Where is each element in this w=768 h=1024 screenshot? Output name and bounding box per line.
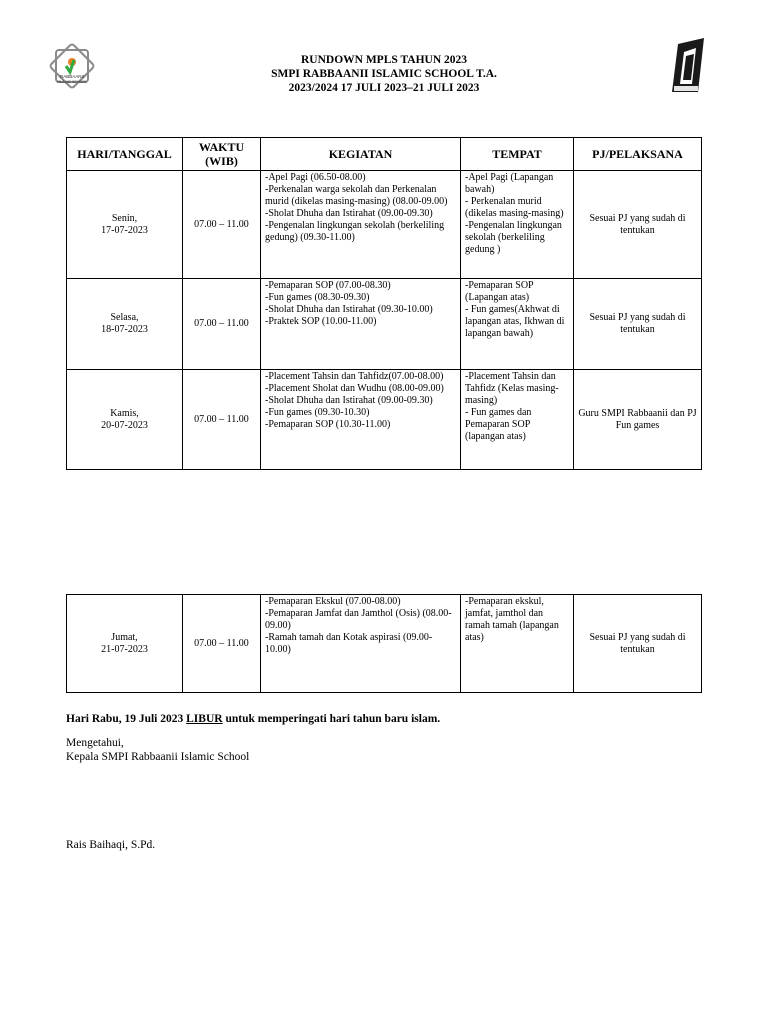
cell-tempat: -Pemaparan ekskul, jamfat, jamthol dan ramah tamah (lapangan atas)	[461, 595, 574, 693]
holiday-note: Hari Rabu, 19 Juli 2023 LIBUR untuk memperingati hari tahun baru islam.	[66, 713, 441, 725]
cell-waktu: 07.00 – 11.00	[183, 370, 261, 470]
school-logo-right	[668, 38, 712, 96]
title-line-3: 2023/2024 17 JULI 2023–21 JULI 2023	[288, 82, 480, 94]
school-logo-left	[44, 38, 100, 94]
cell-kegiatan: -Pemaparan SOP (07.00-08.30) -Fun games (08.30-09.30) -Sholat Dhuha dan Istirahat (09.30-10.00) -Praktek SOP (10.00-11.00)	[261, 279, 461, 370]
table-row	[67, 171, 702, 279]
acknowledgement	[66, 736, 249, 764]
table-header-row	[67, 138, 702, 171]
svg-text:ISLAMIC SCHOOL: ISLAMIC SCHOOL	[57, 80, 87, 84]
col-header-pj: PJ/PELAKSANA	[574, 138, 702, 171]
col-header-tempat: TEMPAT	[461, 138, 574, 171]
cell-waktu: 07.00 – 11.00	[183, 171, 261, 279]
cell-tempat: -Apel Pagi (Lapangan bawah) - Perkenalan murid (dikelas masing-masing) -Pengenalan lingkungan sekolah (berkeliling gedung )	[461, 171, 574, 279]
cell-kegiatan: -Apel Pagi (06.50-08.00) -Perkenalan warga sekolah dan Perkenalan murid (dikelas masing-masing) (08.00-09.00) -Sholat Dhuha dan Istirahat (09.00-09.30) -Pengenalan lingkungan sekolah (berkeliling gedung) (09.30-11.00)	[261, 171, 461, 279]
cell-pj: Sesuai PJ yang sudah di tentukan	[574, 279, 702, 370]
cell-waktu: 07.00 – 11.00	[183, 595, 261, 693]
cell-hari: Senin, 17-07-2023	[67, 171, 183, 279]
table-row	[67, 279, 702, 370]
libur-word: LIBUR	[186, 713, 223, 725]
ack-line-2: Kepala SMPI Rabbaanii Islamic School	[66, 751, 250, 763]
document-header	[0, 38, 768, 108]
cell-waktu: 07.00 – 11.00	[183, 279, 261, 370]
cell-kegiatan: -Pemaparan Ekskul (07.00-08.00) -Pemaparan Jamfat dan Jamthol (Osis) (08.00-09.00) -Ramah tamah dan Kotak aspirasi (09.00-10.00)	[261, 595, 461, 693]
cell-hari: Selasa, 18-07-2023	[67, 279, 183, 370]
cell-pj: Guru SMPI Rabbaanii dan PJ Fun games	[574, 370, 702, 470]
table-row	[67, 370, 702, 470]
cell-pj: Sesuai PJ yang sudah di tentukan	[574, 595, 702, 693]
cell-kegiatan: -Placement Tahsin dan Tahfidz(07.00-08.00) -Placement Sholat dan Wudhu (08.00-09.00) -Sholat Dhuha dan Istirahat (09.00-09.30) -Fun games (09.30-10.30) -Pemaparan SOP (10.30-11.00)	[261, 370, 461, 470]
document-title	[200, 53, 568, 95]
title-line-1: RUNDOWN MPLS TAHUN 2023	[300, 54, 467, 66]
cell-tempat: -Pemaparan SOP (Lapangan atas) - Fun games(Akhwat di lapangan atas, Ikhwan di lapangan bawah)	[461, 279, 574, 370]
rundown-table	[66, 137, 702, 470]
cell-tempat: -Placement Tahsin dan Tahfidz (Kelas masing-masing) - Fun games dan Pemaparan SOP (lapangan atas)	[461, 370, 574, 470]
cell-hari: Jumat, 21-07-2023	[67, 595, 183, 693]
col-header-waktu: WAKTU (WIB)	[183, 138, 261, 171]
svg-text:RABBAANII: RABBAANII	[59, 74, 85, 79]
col-header-hari: HARI/TANGGAL	[67, 138, 183, 171]
ack-line-1: Mengetahui,	[66, 737, 124, 749]
cell-pj: Sesuai PJ yang sudah di tentukan	[574, 171, 702, 279]
rundown-table-continued	[66, 594, 702, 693]
col-header-kegiatan: KEGIATAN	[261, 138, 461, 171]
table-row	[67, 595, 702, 693]
cell-hari: Kamis, 20-07-2023	[67, 370, 183, 470]
signer-name: Rais Baihaqi, S.Pd.	[66, 839, 156, 851]
title-line-2: SMPI RABBAANII ISLAMIC SCHOOL T.A.	[271, 68, 497, 80]
